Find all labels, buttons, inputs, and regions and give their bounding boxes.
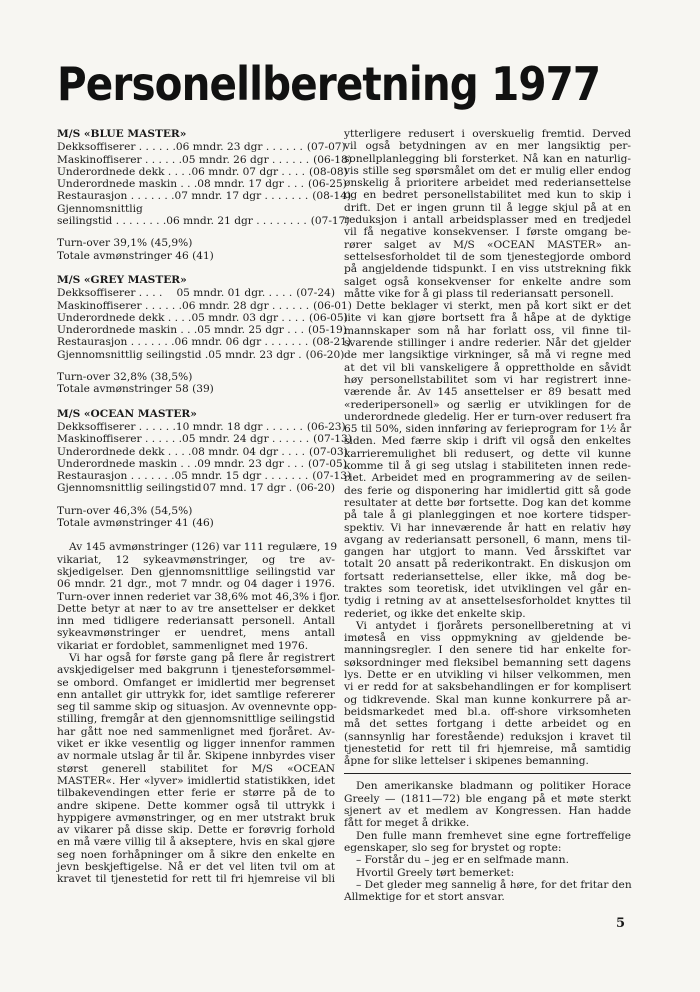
stat-previous: (06-23) <box>306 420 346 433</box>
stat-value-group <box>197 458 347 470</box>
text-line: avgang av rederiansatt personell, 6 mann, mens til- <box>344 533 631 546</box>
stat-value-group <box>182 154 352 166</box>
text-line: riet. Arbeidet med en programmering av de seilen- <box>344 472 631 485</box>
stat-row <box>57 153 352 166</box>
left-column <box>57 128 352 886</box>
text-line: åpne for slike lettelser i skipenes bemanning. <box>344 755 589 768</box>
stat-value: 05 mndr. 24 dgr . . . . . . <box>182 433 310 446</box>
text-line: Turn-over innen rederiet var 38,6% mot 46,3% i fjor. <box>57 590 341 603</box>
text-line: MASTER«. Her «lyver» imidlertid statistikken, idet <box>57 774 335 787</box>
stat-value-group <box>197 178 347 190</box>
text-line: settelsesforholdet til de som tjenestegjorde ombord <box>344 250 631 263</box>
stat-row <box>57 324 347 337</box>
stat-value: 08 mndr. 17 dgr . . . <box>197 178 305 191</box>
stat-previous: (07-24) <box>296 287 335 300</box>
stat-value-group <box>182 300 352 312</box>
ship-name: M/S «GREY MASTER» <box>57 273 187 286</box>
anecdote-divider <box>344 773 631 774</box>
text-line: komme til å gi seg utslag i stabiliteten innen rede- <box>344 460 631 473</box>
stat-previous: (06-01) <box>313 299 352 312</box>
text-line: seg til samme skip og situasjon. Av ovennevnte opp- <box>57 701 337 714</box>
stat-value: 06 mndr. 06 dgr . . . . . . . <box>174 336 309 349</box>
stat-value: 05 mndr. 01 dgr. . . . . <box>176 287 293 300</box>
text-line: inn med tidligere rederiansatt personell. Antall <box>57 615 335 628</box>
text-line: Den amerikanske bladmann og politiker Horace <box>356 780 631 793</box>
stat-label: Restaurasjon . . . . . . . <box>57 190 175 203</box>
stat-previous: (06-18) <box>313 153 352 166</box>
text-line: rører salget av M/S «OCEAN MASTER» an- <box>344 238 631 251</box>
text-line: høy personellstabilitet som vi har registrert inne- <box>344 373 631 386</box>
stat-value: 06 mndr. 28 dgr . . . . . . <box>182 299 310 312</box>
text-line: mannskaper som nå har forlatt oss, vil finne til- <box>344 324 631 337</box>
turnover-text: Turn-over 46,3% (54,5%) <box>57 504 193 517</box>
text-line: ønskelig å prioritere arbeidet med rederiansettelse <box>344 177 631 190</box>
text-line: reduksjon i antall arbeidsplasser med en tredjedel <box>344 214 631 227</box>
text-line: rederiet, og ikke det enkelte skip. <box>344 607 526 620</box>
stat-value: 05 mndr. 23 dgr . <box>208 348 302 361</box>
stat-value: 05 mndr. 26 dgr . . . . . . <box>182 153 310 166</box>
stat-value: 09 mndr. 23 dgr . . . <box>197 457 305 470</box>
text-line: Den fulle mann fremhevet sine egne fortreffelige <box>356 829 631 842</box>
text-line: Allmektige for et stort ansvar. <box>344 891 505 904</box>
text-line: traktes som teoretisk, idet utviklingen vel går en- <box>344 582 631 595</box>
stat-label: Underordnede dekk . . . . <box>57 311 192 324</box>
text-line: Vi har også for første gang på flere år registrert <box>69 651 335 664</box>
text-line: Hvortil Greely tørt bemerket: <box>356 866 515 879</box>
stat-row <box>57 445 348 458</box>
stat-previous: (07-07) <box>306 141 346 154</box>
stat-label: Gjennomsnittlig <box>57 202 143 215</box>
text-line: måtte vike for å gi plass til rederiansatt personell. <box>344 287 614 300</box>
text-line: sykeavmønstringer er uendret, mens antall <box>57 627 335 640</box>
stat-previous: (06-05) <box>308 311 348 324</box>
text-line: vi er redd for at saksbehandlingen er for komplisert <box>344 681 631 694</box>
text-line: de mer langsiktige virkninger, så må vi regne med <box>344 349 631 362</box>
text-line: imøteså en viss oppmykning av gjeldende be- <box>344 632 631 645</box>
text-line: «rederipersonell» og særlig er utviklingen for de <box>344 398 631 411</box>
stat-value-group <box>197 324 347 336</box>
stat-label: Maskinoffiserer . . . . . . <box>57 153 183 166</box>
stat-value-group <box>182 433 352 445</box>
text-line: 06 mndr. 21 dgr., mot 7 mndr. og 04 dager i 1976. <box>57 578 335 591</box>
stat-previous: (06-20) <box>305 348 345 361</box>
stat-row <box>57 215 350 228</box>
ship-summary <box>57 371 335 396</box>
stat-value-group <box>175 190 352 202</box>
text-line: skjedigelser. Den gjennomsnittlige seilingstid var <box>57 565 335 578</box>
text-line: Vi antydet i fjorårets personellberetning at vi <box>356 619 631 632</box>
signoffs-text: Totale avmønstringer 58 (39) <box>57 383 214 396</box>
text-line: spektiv. Vi har inneværende år hatt en relativ høy <box>344 521 631 534</box>
stat-value-group <box>331 203 335 215</box>
right-column <box>344 128 631 903</box>
text-line: lys. Dette er en utvikling vi hilser velkommen, men <box>344 669 631 682</box>
text-line: jevn beskjeftigelse. Nå er det vel liten tvil om at <box>57 861 335 874</box>
stat-label: Dekksoffiserer . . . . <box>57 287 163 300</box>
stat-value-group <box>175 336 352 348</box>
text-line: – Forstår du – jeg er en selfmade mann. <box>356 854 569 867</box>
text-line: tjenestetid for rett til fri hjemreise, må samtidig <box>344 742 631 755</box>
stat-row <box>57 348 345 361</box>
text-line: Greely — (1811—72) ble engang på et møte sterkt <box>344 792 631 805</box>
text-line: (sannsynlig har forestående) reduksjon i kravet til <box>344 730 631 743</box>
stat-value: 05 mndr. 25 dgr . . . <box>197 324 305 337</box>
ship-summary <box>57 237 335 262</box>
text-line: fått for meget å drikke. <box>344 817 470 830</box>
left-body-text <box>57 541 341 886</box>
stat-value-group <box>203 482 335 494</box>
stat-row <box>57 165 348 178</box>
text-line: svarende stillinger i andre rederier. Når det gjelder <box>344 337 631 350</box>
text-line: vil også betydningen av en mer langsiktig per- <box>344 140 631 153</box>
stat-value-group <box>191 166 347 178</box>
text-line: vil få negative konsekvenser. I første omgang be- <box>344 226 631 239</box>
ship-block <box>57 407 352 530</box>
stat-row <box>57 287 335 299</box>
stat-label: Underordnede dekk . . . . <box>57 165 192 178</box>
text-line: at det vil bli vanskeligere å opprettholde en såvidt <box>344 361 631 374</box>
stat-label: seilingstid . . . . . . . . <box>57 215 167 228</box>
text-line: salget også konsekvenser for enkelte andre som <box>344 275 631 288</box>
text-line: Av 145 avmønstringer (126) var 111 regulære, 19 <box>69 541 338 554</box>
text-line: og tidkrevende. Skal man kunne konkurrere på ar- <box>344 693 631 706</box>
stat-value: 06 mndr. 07 dgr . . . . <box>191 165 305 178</box>
anecdote-box <box>344 780 631 903</box>
stat-label: Maskinoffiserer . . . . . . <box>57 433 183 446</box>
stat-label: Restaurasjon . . . . . . . <box>57 336 175 349</box>
stat-row <box>57 311 348 324</box>
stat-previous: (06-25) <box>308 178 347 191</box>
signoffs-text: Totale avmønstringer 46 (41) <box>57 249 214 262</box>
stat-label: Underordnede maskin . . . <box>57 457 198 470</box>
stat-row <box>57 433 352 446</box>
text-line: drift. Det er ingen grunn til å legge skjul på at en <box>344 201 631 214</box>
ship-block <box>57 128 352 262</box>
text-line: en må være villig til å akseptere, hvis en skal gjøre <box>57 836 335 849</box>
stat-previous: (08-08) <box>308 165 348 178</box>
stat-label: Maskinoffiserer . . . . . . <box>57 299 183 312</box>
ship-block <box>57 273 352 396</box>
text-line: – Det gleder meg sannelig å høre, for det fritar den <box>356 878 632 891</box>
text-line: seg noen forhåpninger om å sikre den enkelte en <box>57 848 335 861</box>
text-line: på tale å gi planleggingen et noe kortere tidsper- <box>344 509 631 522</box>
text-line: underordnede gledelig. Her er turn-over redusert fra <box>344 410 631 423</box>
text-line: og en bedret personellstabilitet med kun to skip i <box>344 189 631 202</box>
stat-label: Dekksoffiserer . . . . . . <box>57 420 176 433</box>
text-line: hyppigere avmønstringer, og en mer utstrakt bruk <box>57 811 335 824</box>
stat-value-group <box>176 141 346 153</box>
text-line: av normale utslag år til år. Skipene innbyrdes viser <box>57 750 335 763</box>
page-title: Personellberetning 1977 <box>57 57 601 111</box>
text-line: tydig i retning av at ansettelsesforholdet knyttes til <box>344 595 631 608</box>
ship-name: M/S «OCEAN MASTER» <box>57 407 197 420</box>
stat-value-group <box>191 312 347 324</box>
stat-value-group <box>208 349 344 361</box>
stat-previous: (07-05) <box>308 457 347 470</box>
stat-row <box>57 141 346 154</box>
stat-previous: (07-13) <box>313 433 352 446</box>
stat-value: 07 mnd. 17 dgr . <box>202 482 293 495</box>
text-line: værende år. Av 145 ansettelser er 89 besatt med <box>344 386 631 399</box>
text-line: tilbakevendingen etter ferie er større på de to <box>57 787 335 800</box>
stat-row <box>57 299 352 312</box>
ship-summary <box>57 505 335 530</box>
stat-label: Restaurasjon . . . . . . . <box>57 470 175 483</box>
text-line: Dette betyr at nær to av tre ansettelser er dekket <box>57 602 335 615</box>
stat-previous: (08-14) <box>312 190 352 203</box>
right-body-text <box>344 128 631 767</box>
stat-label: Gjennomsnittlig seilingstid <box>57 482 202 495</box>
stat-value: 06 mndr. 23 dgr . . . . . . <box>175 141 303 154</box>
text-line: ytterligere redusert i overskuelig fremtid. Derved <box>344 128 631 140</box>
stat-value-group <box>175 470 352 482</box>
stat-label: Dekksoffiserer . . . . . . <box>57 141 176 154</box>
stat-label: Underordnede maskin . . . <box>57 178 198 191</box>
text-line: størst generell stabilitet for M/S «OCEAN <box>57 762 335 775</box>
stat-previous: (07-03) <box>308 445 348 458</box>
stat-value-group <box>176 287 335 299</box>
stat-previous: (08-21) <box>312 336 352 349</box>
text-line: kravet til tjenestetid for rett til fri hjemreise vil bli <box>57 873 335 886</box>
stat-label: Gjennomsnittlig seilingstid . <box>57 348 209 361</box>
text-line: karrieremulighet bli redusert, og dette vil kunne <box>344 447 631 460</box>
signoffs-text: Totale avmønstringer 41 (46) <box>57 517 214 530</box>
text-line: stilling, fremgår at den gjennomsnittlige seilingstid <box>57 713 335 726</box>
text-line: totalt 20 ansatt på rederikontrakt. En diskusjon om <box>344 558 631 571</box>
text-line: andre skipene. Dette kommer også til uttrykk i <box>57 799 335 812</box>
text-line: vikariat, 12 sykeavmønstringer, og tre av- <box>57 553 335 566</box>
stat-value: 05 mndr. 15 dgr . . . . . . . <box>174 470 309 483</box>
text-line: gangen har utgjort to mann. Ved årsskiftet var <box>344 546 631 559</box>
text-line: manningsregler. I den senere tid har enkelte for- <box>344 644 631 657</box>
stat-previous: (07-17) <box>310 215 350 228</box>
stat-previous: (05-19) <box>308 324 347 337</box>
page-number: 5 <box>616 916 626 931</box>
text-line: søksordninger med fleksibel bemanning sett dagens <box>344 656 631 669</box>
stat-row <box>57 482 335 494</box>
stat-row <box>57 457 347 470</box>
turnover-text: Turn-over 32,8% (38,5%) <box>57 371 193 384</box>
stat-value: 05 mndr. 03 dgr . . . . <box>191 311 305 324</box>
stat-value: 08 mndr. 04 dgr . . . . <box>191 445 305 458</box>
stat-row <box>57 420 346 433</box>
text-line: sjenert av et medlem av Kongressen. Han hadde <box>344 805 631 818</box>
text-line: viket er ikke vesentlig og ligger innenfor rammen <box>57 738 335 751</box>
text-line: vikariat er fordoblet, sammenlignet med 1976. <box>57 639 309 652</box>
stat-value-group <box>176 421 346 433</box>
text-line: resultater at dette bør fortsette. Dog kan det komme <box>344 496 631 509</box>
stat-row <box>57 470 352 483</box>
text-line: på angjeldende tidspunkt. I en viss utstrekning fikk <box>344 263 631 276</box>
stat-label: Underordnede maskin . . . <box>57 324 198 337</box>
stat-row <box>57 190 352 203</box>
stat-value: 07 mndr. 17 dgr . . . . . . . <box>174 190 309 203</box>
turnover-text: Turn-over 39,1% (45,9%) <box>57 237 193 250</box>
stat-label: Underordnede dekk . . . . <box>57 445 192 458</box>
text-line: lite vi kan gjøre bortsett fra å håpe at de dyktige <box>344 312 631 325</box>
ship-statistics <box>57 128 352 530</box>
text-line: 65 til 50%, siden innføring av ferieprogram for 1½ år <box>344 423 632 436</box>
text-line: des ferie og disponering har imidlertid gitt så gode <box>344 484 631 497</box>
ship-name: M/S «BLUE MASTER» <box>57 128 187 140</box>
text-line: enn antallet gir uttrykk for, idet samtlige refererer <box>57 688 335 701</box>
text-line: beidsmarkedet med bl.a. off-shore virksomheten <box>344 705 631 718</box>
stat-previous: (07-13) <box>312 470 352 483</box>
text-line: må det settes fortgang i dette arbeidet og en <box>344 718 631 731</box>
stat-value-group <box>166 215 349 227</box>
stat-row <box>57 336 352 349</box>
stat-row <box>57 178 347 191</box>
text-line: fortsatt rederiansettelse, eller ikke, må dog be- <box>344 570 631 583</box>
text-line: avskjedigelser med bakgrunn i tjenesteforsømmel- <box>57 664 335 677</box>
stat-value: 06 mndr. 21 dgr . . . . . . . . <box>166 215 307 228</box>
stat-previous: (06-20) <box>296 482 335 495</box>
stat-value: 10 mndr. 18 dgr . . . . . . <box>175 420 303 433</box>
text-line: av vikarer på disse skip. Dette er forøvrig forhold <box>57 824 335 837</box>
text-line: vis stille seg spørsmålet om det er mulig eller endog <box>344 164 631 177</box>
text-line: siden. Med færre skip i drift vil også den enkeltes <box>344 435 631 448</box>
text-line: egenskaper, slo seg for brystet og ropte: <box>344 841 562 854</box>
text-line: se ombord. Omfanget er imidlertid mer begrenset <box>57 676 335 689</box>
text-line: Dette beklager vi sterkt, men på kort sikt er det <box>356 300 631 313</box>
text-line: har gått noe ned sammenlignet med fjoråret. Av- <box>57 725 335 738</box>
stat-value-group <box>191 446 347 458</box>
text-line: sonellplanlegging bli forsterket. Nå kan en naturlig- <box>344 152 631 165</box>
stat-row <box>57 203 335 215</box>
